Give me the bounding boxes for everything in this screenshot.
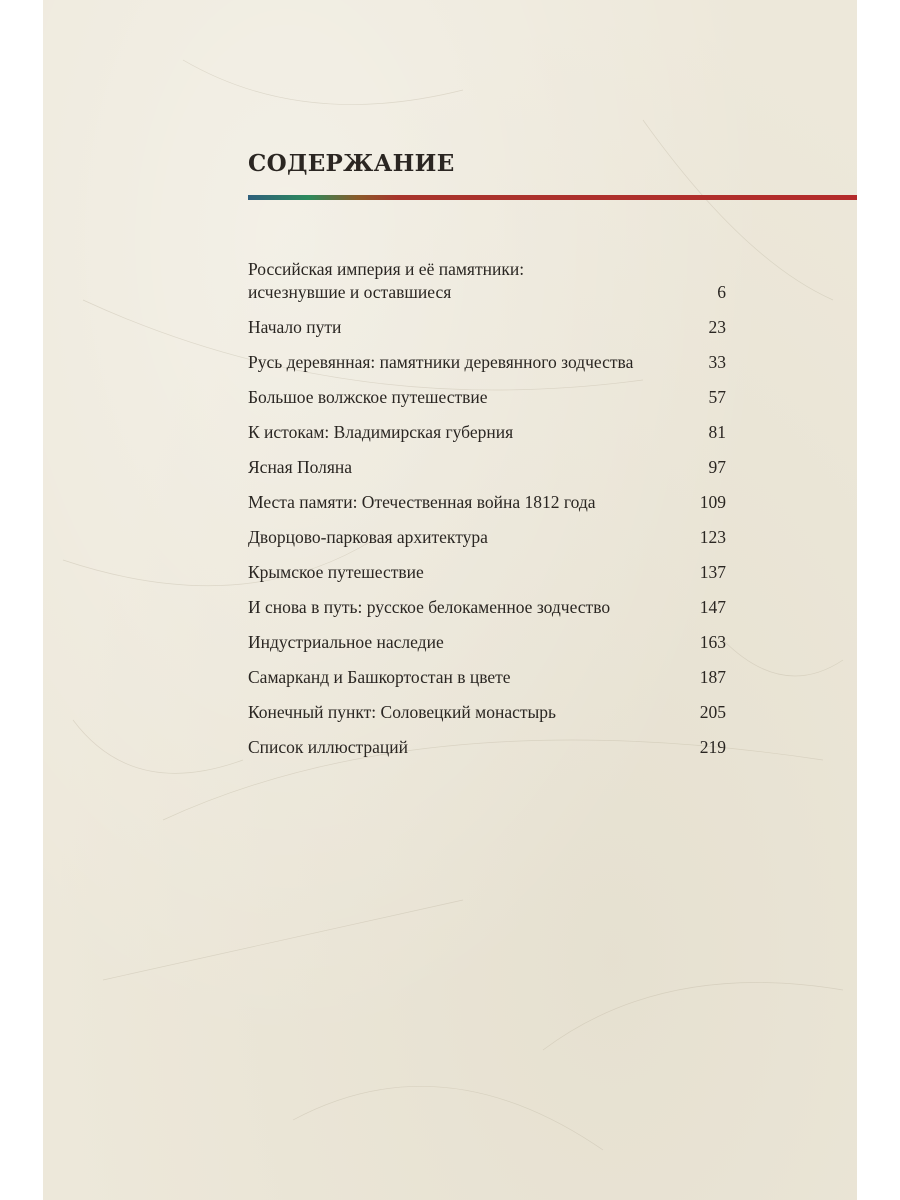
toc-entry-page: 187 (699, 666, 726, 687)
toc-entry-title: Российская империя и её памятники: исчезнувшие и оставшиеся (248, 259, 525, 302)
toc-entry-page: 219 (699, 736, 726, 757)
toc-entry (248, 421, 726, 444)
page-title: СОДЕРЖАНИЕ (248, 150, 455, 177)
toc-entry (248, 701, 726, 724)
toc-entry-title: И снова в путь: русское белокаменное зодчество (248, 596, 611, 617)
toc-entry-title: Ясная Поляна (248, 456, 353, 477)
toc-entry-page: 23 (708, 316, 726, 337)
toc-entry-page: 163 (699, 631, 726, 652)
toc-entry (248, 456, 726, 479)
toc-entry (248, 596, 726, 619)
toc-entry-page: 6 (717, 281, 726, 302)
toc-entry (248, 736, 726, 759)
toc-entry-title: Индустриальное наследие (248, 631, 444, 652)
toc-entry-page: 33 (708, 351, 726, 372)
toc-entry-title: Места памяти: Отечественная война 1812 года (248, 491, 596, 512)
toc-entry-page: 81 (708, 421, 726, 442)
toc-entry (248, 561, 726, 584)
toc-entry-title: Большое волжское путешествие (248, 386, 488, 407)
toc-entry (248, 386, 726, 409)
toc-entry-title: К истокам: Владимирская губерния (248, 421, 514, 442)
toc-entry-title: Конечный пункт: Соловецкий монастырь (248, 701, 556, 722)
toc-entry (248, 258, 726, 303)
toc-entry (248, 631, 726, 654)
toc-entry (248, 316, 726, 339)
table-of-contents (248, 258, 726, 771)
toc-entry-title: Крымское путешествие (248, 561, 424, 582)
toc-entry-page: 109 (699, 491, 726, 512)
toc-entry-title: Русь деревянная: памятники деревянного зодчества (248, 351, 634, 372)
toc-entry (248, 351, 726, 374)
toc-entry-page: 147 (699, 596, 726, 617)
toc-entry (248, 666, 726, 689)
toc-entry-page: 57 (708, 386, 726, 407)
toc-entry-title: Список иллюстраций (248, 736, 408, 757)
toc-entry-title: Начало пути (248, 316, 342, 337)
title-underline (248, 195, 857, 200)
toc-entry-page: 123 (699, 526, 726, 547)
toc-entry (248, 491, 726, 514)
toc-entry (248, 526, 726, 549)
toc-entry-page: 205 (699, 701, 726, 722)
toc-entry-title: Дворцово-парковая архитектура (248, 526, 488, 547)
toc-entry-title: Самарканд и Башкортостан в цвете (248, 666, 511, 687)
book-page (43, 0, 857, 1200)
toc-entry-page: 137 (699, 561, 726, 582)
toc-entry-page: 97 (708, 456, 726, 477)
